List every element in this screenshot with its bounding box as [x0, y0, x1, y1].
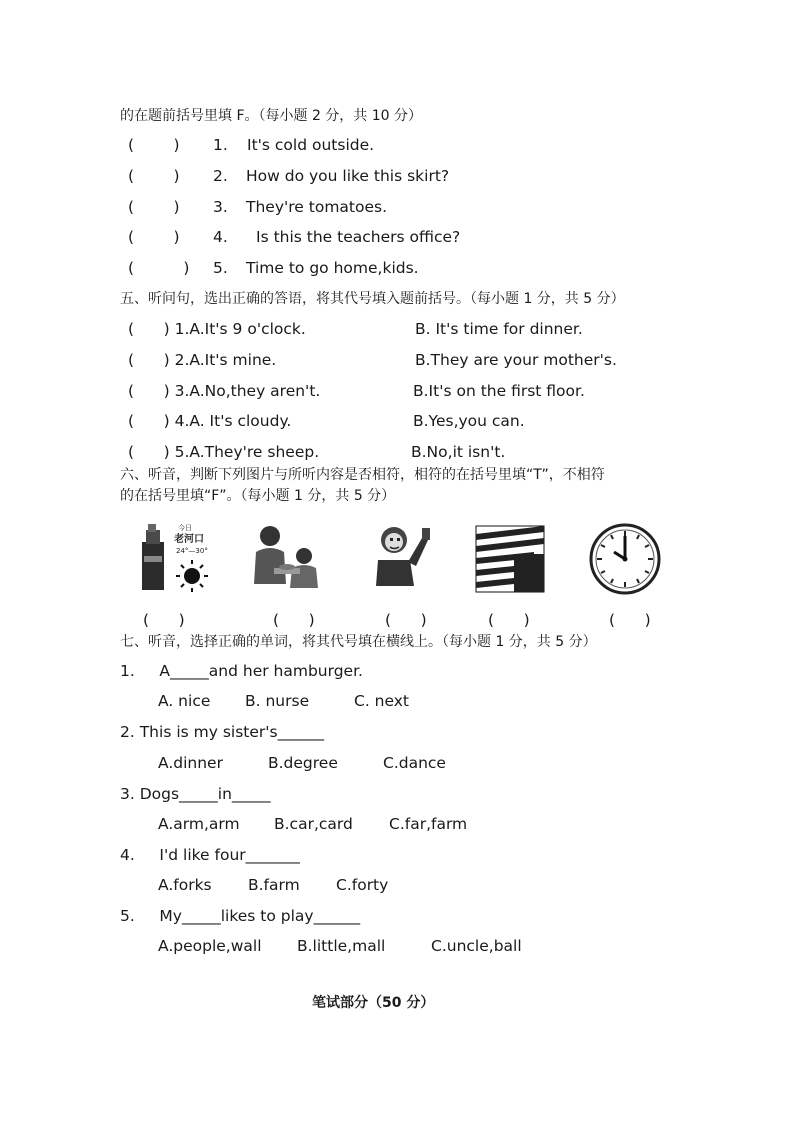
question-text: 2. This is my sister's______	[120, 723, 325, 741]
people-eating-picture	[250, 522, 326, 594]
answer-paren[interactable]: ( )	[128, 259, 190, 277]
question-option-a: ( ) 3.A.No,they aren't.	[128, 382, 321, 400]
item-number: 5.	[213, 259, 228, 277]
section7-title: 七、听音，选择正确的单词，将其代号填在横线上。（每小题 1 分，共 5 分）	[120, 634, 597, 650]
question-text: 1. A_____and her hamburger.	[120, 662, 363, 680]
question-option-a: ( ) 4.A. It's cloudy.	[128, 412, 292, 430]
item-number: 1.	[213, 136, 228, 154]
item-text: It's cold outside.	[247, 136, 375, 154]
question-option-b: B.They are your mother's.	[415, 351, 617, 369]
option-c: C.dance	[383, 754, 446, 772]
option-c: C.far,farm	[389, 815, 468, 833]
option-b: B. nurse	[245, 692, 310, 710]
question-text: 5. My_____likes to play______	[120, 907, 361, 925]
option-a: A.forks	[158, 876, 212, 894]
weather-temp: 24°—30°	[176, 547, 208, 555]
option-a: A.dinner	[158, 754, 223, 772]
answer-paren[interactable]: ( )	[488, 611, 530, 629]
weather-sun-picture	[138, 520, 218, 596]
option-b: B.little,mall	[297, 937, 386, 955]
option-b: B.farm	[248, 876, 300, 894]
item-text: Is this the teachers office?	[256, 228, 461, 246]
question-option-b: B.Yes,you can.	[413, 412, 525, 430]
item-text: Time to go home,kids.	[246, 259, 419, 277]
question-option-a: ( ) 1.A.It's 9 o'clock.	[128, 320, 306, 338]
answer-paren[interactable]: ( )	[128, 198, 180, 216]
question-text: 3. Dogs_____in_____	[120, 785, 271, 803]
option-c: C. next	[354, 692, 410, 710]
section6-title-line2: 的在括号里填“F”。（每小题 1 分，共 5 分）	[120, 488, 396, 504]
question-option-a: ( ) 5.A.They're sheep.	[128, 443, 320, 461]
question-option-a: ( ) 2.A.It's mine.	[128, 351, 277, 369]
answer-paren[interactable]: ( )	[609, 611, 651, 629]
option-b: B.car,card	[274, 815, 353, 833]
option-c: C.uncle,ball	[431, 937, 522, 955]
option-a: A. nice	[158, 692, 211, 710]
answer-paren[interactable]: ( )	[128, 136, 180, 154]
weather-label: 今日	[178, 524, 192, 532]
person-waving-picture	[370, 520, 434, 590]
answer-paren[interactable]: ( )	[128, 228, 180, 246]
question-option-b: B.It's on the first floor.	[413, 382, 585, 400]
weather-city: 老河口	[174, 534, 204, 545]
answer-paren[interactable]: ( )	[128, 167, 180, 185]
option-c: C.forty	[336, 876, 389, 894]
answer-paren[interactable]: ( )	[273, 611, 315, 629]
answer-paren[interactable]: ( )	[385, 611, 427, 629]
section5-title: 五、听问句，选出正确的答语，将其代号填入题前括号。（每小题 1 分，共 5 分）	[120, 291, 625, 307]
sun-icon	[176, 560, 208, 592]
item-number: 3.	[213, 198, 228, 216]
written-part-heading: 笔试部分（50 分）	[312, 995, 435, 1011]
clock-icon	[588, 522, 662, 596]
option-a: A.arm,arm	[158, 815, 240, 833]
building-picture	[474, 524, 546, 594]
item-number: 4.	[213, 228, 228, 246]
option-a: A.people,wall	[158, 937, 262, 955]
question-option-b: B.No,it isn't.	[411, 443, 506, 461]
item-number: 2.	[213, 167, 228, 185]
option-b: B.degree	[268, 754, 338, 772]
section6-title-line1: 六、听音，判断下列图片与所听内容是否相符，相符的在括号里填“T”，不相符	[120, 467, 605, 483]
item-text: How do you like this skirt?	[246, 167, 450, 185]
question-option-b: B. It's time for dinner.	[415, 320, 583, 338]
section4-instruction: 的在题前括号里填 F。（每小题 2 分，共 10 分）	[120, 108, 423, 124]
question-text: 4. I'd like four_______	[120, 846, 300, 864]
answer-paren[interactable]: ( )	[143, 611, 185, 629]
item-text: They're tomatoes.	[246, 198, 388, 216]
